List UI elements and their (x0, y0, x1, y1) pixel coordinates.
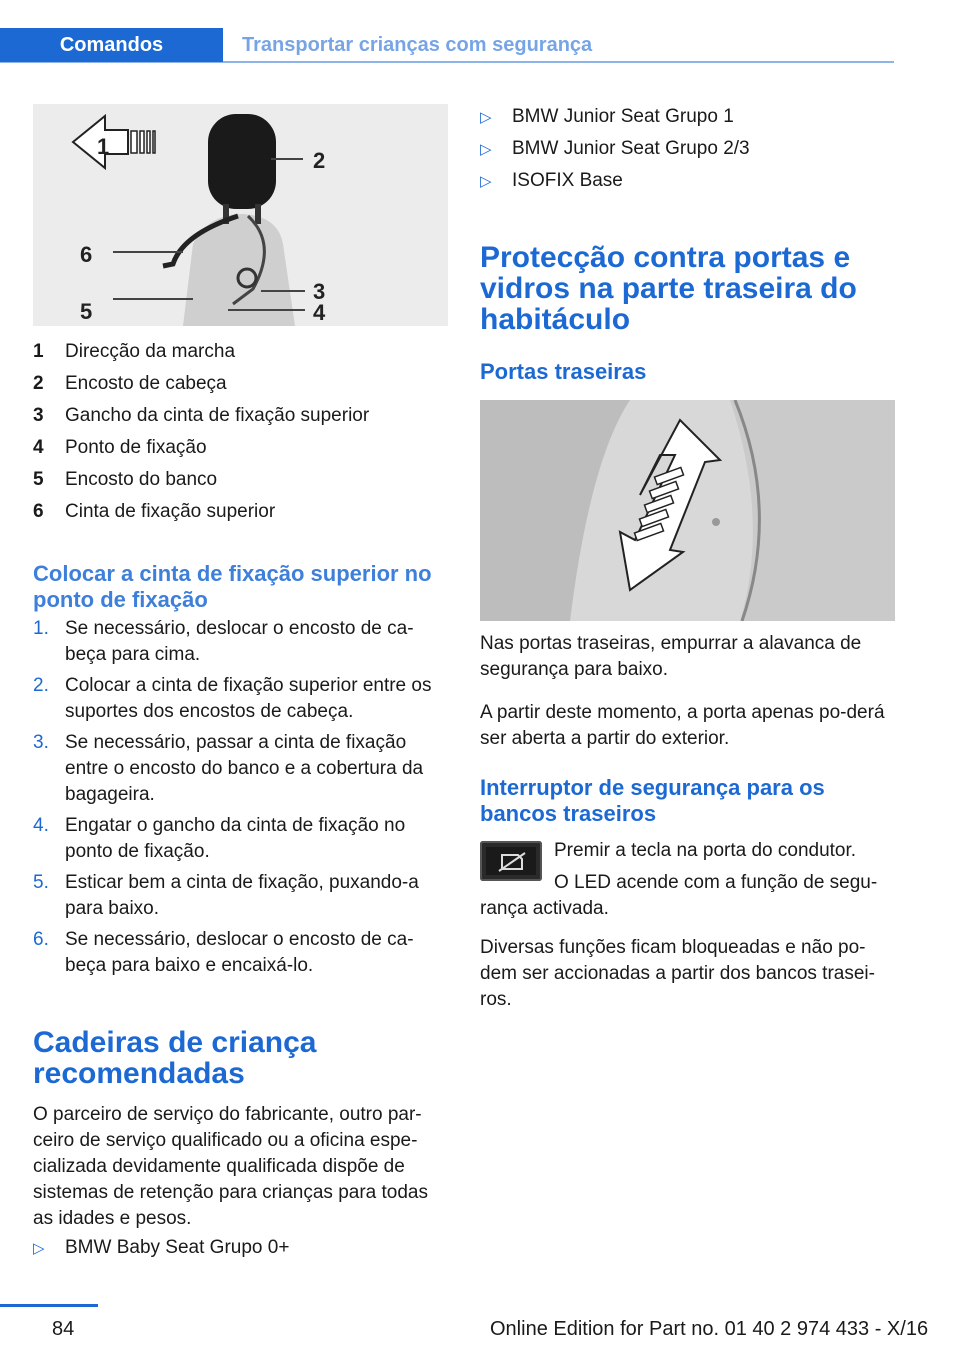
legend-number: 4 (33, 437, 44, 458)
step-item (33, 673, 448, 725)
header-rule (0, 61, 894, 63)
step-item (33, 927, 448, 979)
safety-switch-instruction: Premir a tecla na porta do condutor. (554, 840, 857, 861)
legend-number: 2 (33, 373, 44, 394)
figure-legend (33, 336, 448, 528)
bullet-list-right (480, 101, 895, 197)
bullet-text: BMW Baby Seat Grupo 0+ (65, 1237, 290, 1258)
legend-number: 5 (33, 469, 44, 490)
step-number: 5. (33, 872, 49, 893)
headrest-tether-figure (33, 104, 448, 326)
bullet-text: BMW Junior Seat Grupo 2/3 (512, 138, 750, 159)
bullet-item (480, 133, 895, 165)
legend-row (33, 432, 448, 464)
safety-switch-led-text: O LED acende com a função de segu-rança activada. (480, 872, 878, 919)
legend-row (33, 400, 448, 432)
chapter-tab[interactable]: Comandos (0, 28, 223, 62)
figure-label-5: 5 (80, 299, 93, 324)
triangle-bullet-icon: ▷ (480, 141, 492, 158)
rear-door-lock-figure (480, 400, 895, 621)
rear-doors-paragraph-2: A partir deste momento, a porta apenas po-derá ser aberta a partir do exterior. (480, 702, 885, 749)
step-text: Se necessário, deslocar o encosto de ca-beça para baixo e encaixá-lo. (65, 929, 414, 976)
rear-doors-paragraph-1: Nas portas traseiras, empurrar a alavanca de segurança para baixo. (480, 633, 862, 680)
legend-text: Gancho da cinta de fixação superior (65, 405, 370, 426)
subheading-rear-doors: Portas traseiras (480, 359, 647, 384)
triangle-bullet-icon: ▷ (33, 1240, 45, 1257)
step-text: Colocar a cinta de fixação superior entre os suportes dos encostos de cabeça. (65, 675, 432, 722)
legend-number: 3 (33, 405, 44, 426)
legend-text: Encosto de cabeça (65, 373, 227, 394)
step-item (33, 730, 448, 808)
step-list (33, 616, 448, 984)
legend-text: Encosto do banco (65, 469, 218, 490)
legend-text: Ponto de fixação (65, 437, 207, 458)
bullet-list-left (33, 1232, 448, 1264)
legend-text: Direcção da marcha (65, 341, 236, 362)
legend-row (33, 496, 448, 528)
figure-label-2: 2 (313, 148, 326, 173)
page-number-bar (0, 1304, 98, 1307)
legend-row (33, 464, 448, 496)
step-item (33, 616, 448, 668)
subheading-safety-switch: Interruptor de segurança para os bancos traseiros (480, 775, 825, 826)
legend-number: 1 (33, 341, 44, 362)
figure-label-6: 6 (80, 242, 93, 267)
figure-label-3: 3 (313, 279, 326, 304)
step-item (33, 813, 448, 865)
step-text: Esticar bem a cinta de fixação, puxando-a para baixo. (65, 872, 419, 919)
figure-label-1: 1 (97, 134, 110, 159)
legend-number: 6 (33, 501, 44, 522)
heading-recommended-seats: Cadeiras de criança recomendadas (33, 1026, 317, 1090)
step-number: 1. (33, 618, 49, 639)
section-breadcrumb[interactable]: Transportar crianças com segurança (242, 33, 593, 56)
figure-label-4: 4 (313, 300, 326, 325)
step-number: 2. (33, 675, 49, 696)
heading-door-window-protection: Protecção contra portas e vidros na parte traseira do habitáculo (480, 241, 857, 336)
step-text: Se necessário, passar a cinta de fixação entre o encosto do banco e a cobertura da bagageira. (65, 732, 424, 805)
heading-attach-tether: Colocar a cinta de fixação superior no ponto de fixação (33, 561, 432, 612)
bullet-text: BMW Junior Seat Grupo 1 (512, 106, 734, 127)
step-text: Engatar o gancho da cinta de fixação no ponto de fixação. (65, 815, 406, 862)
step-number: 6. (33, 929, 49, 950)
legend-row (33, 368, 448, 400)
edition-footer: Online Edition for Part no. 01 40 2 974 433 - X/16 (490, 1318, 929, 1340)
triangle-bullet-icon: ▷ (480, 109, 492, 126)
triangle-bullet-icon: ▷ (480, 173, 492, 190)
step-number: 3. (33, 732, 49, 753)
page-number: 84 (52, 1318, 75, 1340)
bullet-item (480, 165, 895, 197)
safety-switch-paragraph: Diversas funções ficam bloqueadas e não po-dem ser accionadas a partir dos bancos trasei-ros. (480, 937, 875, 1010)
bullet-item (33, 1232, 448, 1264)
step-item (33, 870, 448, 922)
step-text: Se necessário, deslocar o encosto de ca-beça para cima. (65, 618, 414, 665)
recommended-seats-paragraph: O parceiro de serviço do fabricante, outro par-ceiro de serviço qualificado ou a oficina espe-cializada devidamente qualificada dispõe de sistemas de retenção para crianças para todas as idades e pesos. (33, 1104, 428, 1229)
bullet-text: ISOFIX Base (512, 170, 623, 191)
legend-row (33, 336, 448, 368)
legend-text: Cinta de fixação superior (65, 501, 276, 522)
bullet-item (480, 101, 895, 133)
step-number: 4. (33, 815, 49, 836)
